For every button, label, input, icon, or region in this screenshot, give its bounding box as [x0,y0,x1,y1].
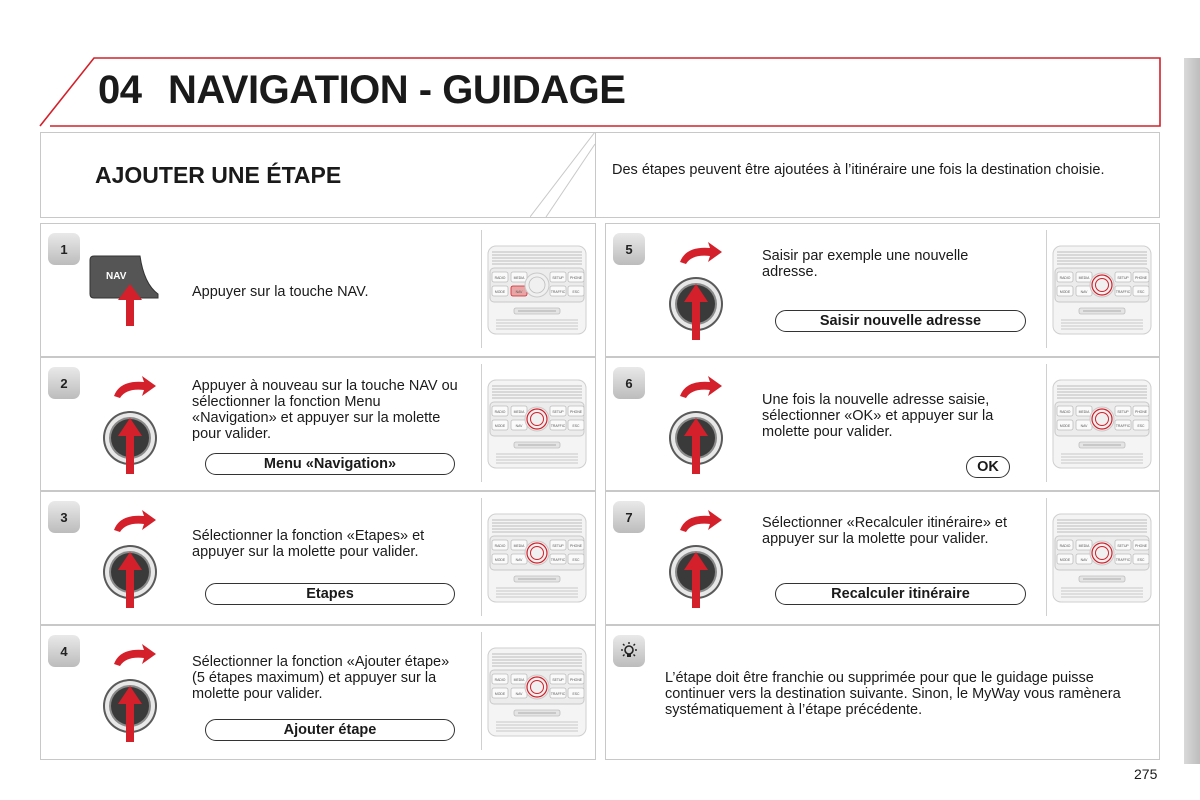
svg-text:TRAFFIC: TRAFFIC [1115,290,1131,294]
svg-text:MEDIA: MEDIA [513,410,525,414]
svg-text:MODE: MODE [494,558,506,562]
svg-text:SETUP: SETUP [552,678,564,682]
svg-text:PHONE: PHONE [1134,544,1148,548]
svg-text:RADIO: RADIO [494,276,506,280]
radio-panel-thumbnail [481,230,592,348]
svg-text:TRAFFIC: TRAFFIC [1115,558,1131,562]
chapter-number: 04 [98,68,142,112]
etapes-button[interactable]: Etapes [205,583,455,605]
svg-text:SETUP: SETUP [552,276,564,280]
step-number-badge: 1 [48,233,80,265]
rotary-knob-icon [100,642,162,744]
rotary-knob-icon [666,374,728,476]
svg-text:MEDIA: MEDIA [1078,544,1090,548]
radio-panel-thumbnail [481,364,592,482]
svg-text:PHONE: PHONE [1134,276,1148,280]
saisir-nouvelle-adresse-button[interactable]: Saisir nouvelle adresse [775,310,1026,332]
svg-text:PHONE: PHONE [1134,410,1148,414]
radio-panel-thumbnail [1046,230,1157,348]
svg-text:MEDIA: MEDIA [1078,410,1090,414]
side-tab [1184,58,1200,764]
step-number-badge: 4 [48,635,80,667]
svg-text:MODE: MODE [494,692,506,696]
svg-text:SETUP: SETUP [552,410,564,414]
svg-text:NAV: NAV [515,290,523,294]
radio-panel-thumbnail [481,498,592,616]
lightbulb-icon [613,635,645,667]
step-number-badge: 7 [613,501,645,533]
svg-text:ESC: ESC [572,558,580,562]
svg-text:PHONE: PHONE [569,544,583,548]
svg-text:ESC: ESC [1137,558,1145,562]
svg-text:ESC: ESC [1137,424,1145,428]
svg-text:NAV: NAV [1080,424,1088,428]
svg-text:TRAFFIC: TRAFFIC [550,558,566,562]
radio-panel-thumbnail [1046,498,1157,616]
svg-text:SETUP: SETUP [1117,544,1129,548]
step-number-badge: 2 [48,367,80,399]
svg-text:PHONE: PHONE [569,276,583,280]
recalculer-itineraire-button[interactable]: Recalculer itinéraire [775,583,1026,605]
step-instruction: Saisir par exemple une nouvelle adresse. [762,248,969,280]
tip-text: L’étape doit être franchie ou supprimée pour que le guidage puisse continuer vers la destination suivante. Sinon, le MyWay vous ramènera systématiquement à l’étape précédente. [665,670,1121,718]
step-instruction: Une fois la nouvelle adresse saisie, sélectionner «OK» et appuyer sur la molette pour valider. [762,392,994,440]
svg-text:NAV: NAV [515,692,523,696]
svg-text:MEDIA: MEDIA [513,678,525,682]
svg-text:MEDIA: MEDIA [1078,276,1090,280]
rotary-knob-icon [666,240,728,342]
step-instruction: Sélectionner la fonction «Etapes» et appuyer sur la molette pour valider. [192,528,425,560]
svg-text:TRAFFIC: TRAFFIC [550,424,566,428]
section-title: AJOUTER UNE ÉTAPE [95,162,342,188]
page-number: 275 [1134,766,1158,782]
chapter-title: NAVIGATION - GUIDAGE [168,68,626,112]
svg-text:ESC: ESC [1137,290,1145,294]
svg-text:SETUP: SETUP [552,544,564,548]
svg-text:NAV: NAV [515,558,523,562]
svg-text:MODE: MODE [1059,290,1071,294]
ok-button[interactable]: OK [966,456,1010,478]
svg-text:MEDIA: MEDIA [513,544,525,548]
svg-text:RADIO: RADIO [1059,276,1071,280]
svg-text:SETUP: SETUP [1117,410,1129,414]
svg-text:TRAFFIC: TRAFFIC [1115,424,1131,428]
svg-text:NAV: NAV [1080,558,1088,562]
svg-text:RADIO: RADIO [494,678,506,682]
svg-text:NAV: NAV [515,424,523,428]
step-instruction: Sélectionner «Recalculer itinéraire» et appuyer sur la molette pour valider. [762,515,1008,547]
ajouter-etape-button[interactable]: Ajouter étape [205,719,455,741]
svg-text:RADIO: RADIO [1059,410,1071,414]
svg-text:PHONE: PHONE [569,678,583,682]
svg-text:ESC: ESC [572,290,580,294]
svg-text:RADIO: RADIO [494,410,506,414]
svg-text:ESC: ESC [572,692,580,696]
step-instruction: Sélectionner la fonction «Ajouter étape» (5 étapes maximum) et appuyer sur la molette pour valider. [192,654,450,702]
svg-text:MODE: MODE [494,290,506,294]
svg-text:TRAFFIC: TRAFFIC [550,290,566,294]
menu-navigation-button[interactable]: Menu «Navigation» [205,453,455,475]
step-number-badge: 5 [613,233,645,265]
rotary-knob-icon [666,508,728,610]
rotary-knob-icon [100,508,162,610]
svg-text:ESC: ESC [572,424,580,428]
step-instruction: Appuyer sur la touche NAV. [192,284,369,300]
step-number-badge: 6 [613,367,645,399]
svg-text:TRAFFIC: TRAFFIC [550,692,566,696]
nav-key-label: NAV [106,271,127,282]
radio-panel-thumbnail [481,632,592,750]
svg-text:MODE: MODE [1059,558,1071,562]
title-box-fold [530,132,596,218]
radio-panel-thumbnail [1046,364,1157,482]
nav-key-icon [88,254,160,328]
svg-text:PHONE: PHONE [569,410,583,414]
svg-text:MODE: MODE [1059,424,1071,428]
svg-text:MEDIA: MEDIA [513,276,525,280]
svg-text:RADIO: RADIO [494,544,506,548]
step-number-badge: 3 [48,501,80,533]
step-instruction: Appuyer à nouveau sur la touche NAV ou sélectionner la fonction Menu «Navigation» et appuyer sur la molette pour valider. [192,378,458,442]
rotary-knob-icon [100,374,162,476]
svg-text:MODE: MODE [494,424,506,428]
svg-text:NAV: NAV [1080,290,1088,294]
svg-text:SETUP: SETUP [1117,276,1129,280]
intro-text: Des étapes peuvent être ajoutées à l’itinéraire une fois la destination choisie. [612,162,1105,178]
svg-text:RADIO: RADIO [1059,544,1071,548]
